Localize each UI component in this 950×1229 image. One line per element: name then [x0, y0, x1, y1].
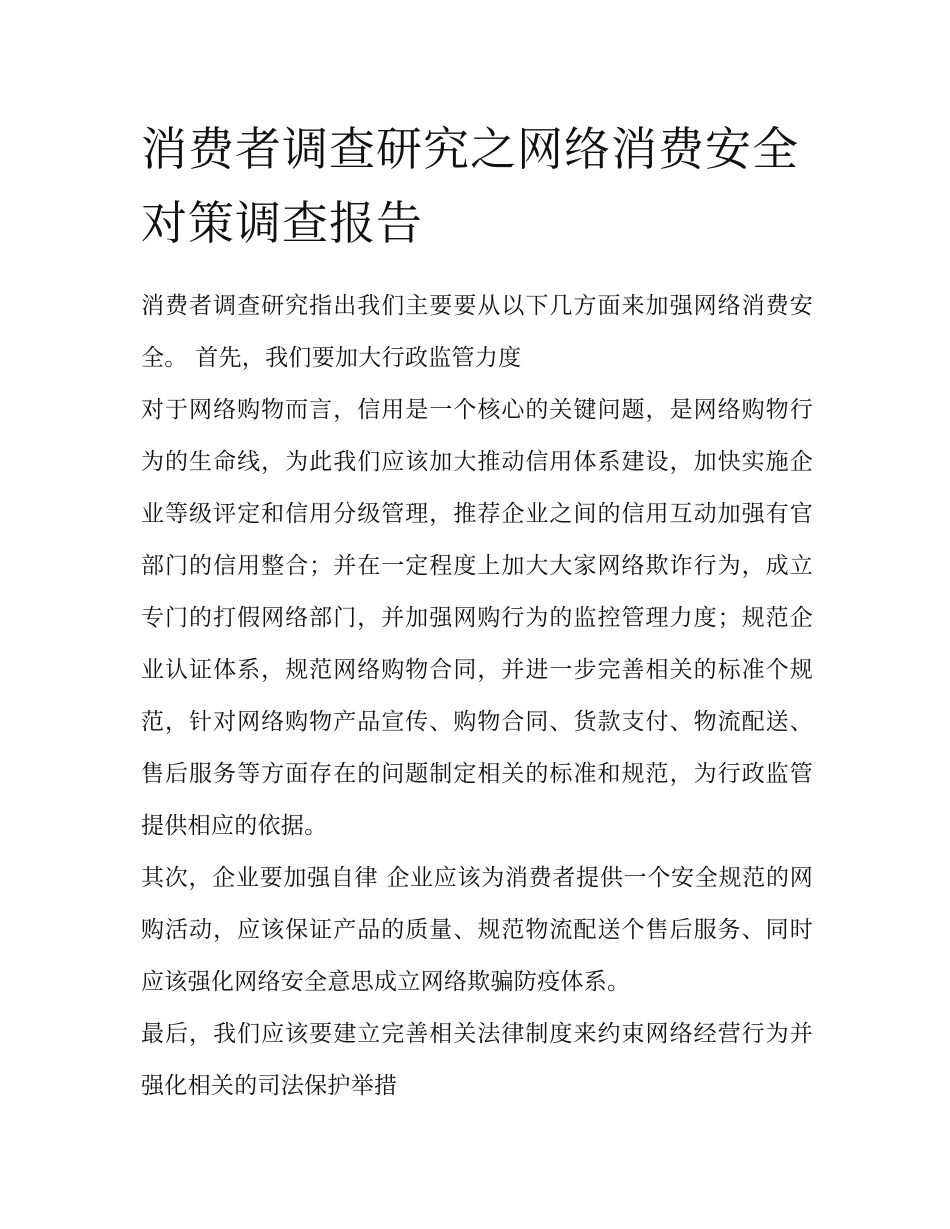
document-title: 消费者调查研究之网络消费安全对策调查报告 [141, 122, 799, 250]
document-page [141, 112, 813, 1112]
paragraph-legal-system: 最后，我们应该要建立完善相关法律制度来约束网络经营行为并强化相关的司法保护举措 [141, 1021, 813, 1099]
paragraph-intro: 消费者调查研究指出我们主要要从以下几方面来加强网络消费安全。 首先，我们要加大行政监管力度 [141, 293, 813, 371]
paragraph-administrative-supervision: 对于网络购物而言，信用是一个核心的关键问题，是网络购物行为的生命线，为此我们应该加大推动信用体系建设，加快实施企业等级评定和信用分级管理，推荐企业之间的信用互动加强有官部门的信用整合；并在一定程度上加大大家网络欺诈行为，成立专门的打假网络部门，并加强网购行为的监控管理力度；规范企业认证体系，规范网络购物合同，并进一步完善相关的标准个规范，针对网络购物产品宣传、购物合同、货款支付、物流配送、售后服务等方面存在的问题制定相关的标准和规范，为行政监管提供相应的依据。 [141, 397, 813, 839]
paragraph-enterprise-self-discipline: 其次，企业要加强自律 企业应该为消费者提供一个安全规范的网购活动，应该保证产品的质量、规范物流配送个售后服务、同时应该强化网络安全意思成立网络欺骗防疫体系。 [141, 865, 813, 995]
document-body [141, 280, 813, 1112]
